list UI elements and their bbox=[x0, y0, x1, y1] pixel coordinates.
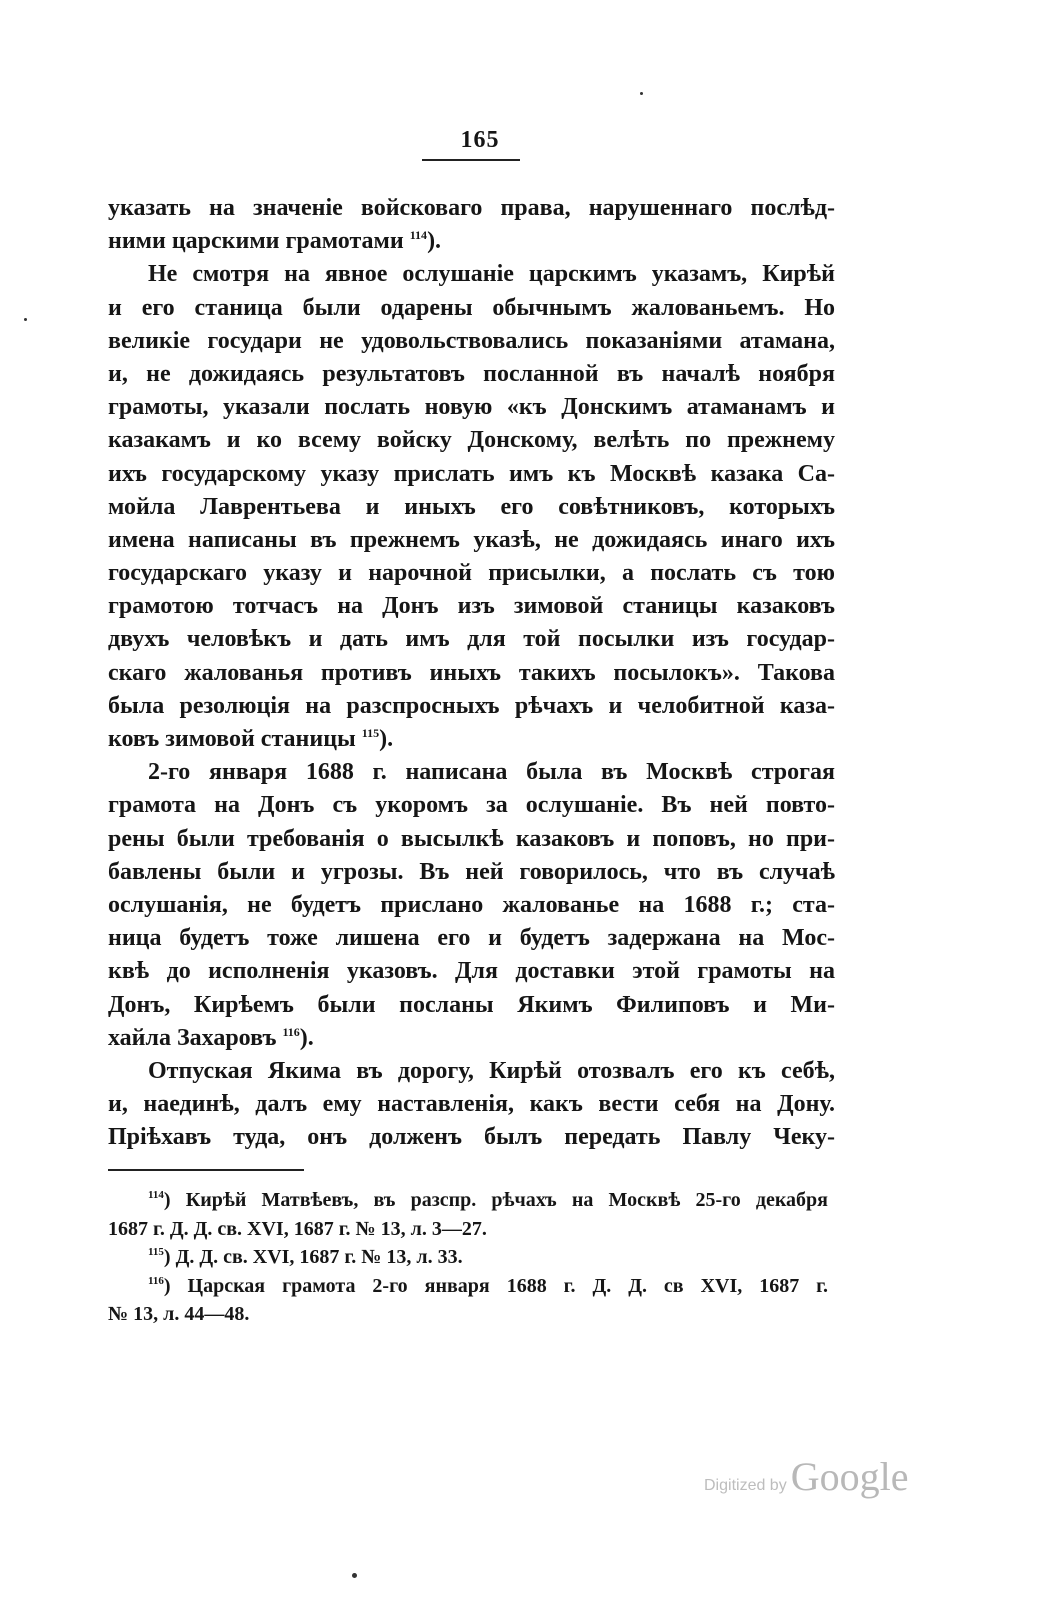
footnote-line: № 13, л. 44—48. bbox=[108, 1303, 250, 1325]
body-line: была резолюція на разспросныхъ рѣчахъ и челобитной каза- bbox=[108, 692, 835, 719]
body-line: казакамъ и ко всему войску Донскому, велѣть по прежнему bbox=[108, 427, 835, 454]
body-line: и, не дожидаясь результатовъ посланной въ началѣ ноября bbox=[108, 360, 835, 387]
footnote-line: $^{115}$) Д. Д. св. XVI, 1687 г. № 13, л. 33. bbox=[148, 1246, 463, 1268]
body-line: двухъ человѣкъ и дать имъ для той посылки изъ государ- bbox=[108, 626, 835, 653]
body-line: Не смотря на явное ослушаніе царскимъ указамъ, Кирѣй bbox=[148, 261, 835, 288]
footnote-line: 1687 г. Д. Д. св. XVI, 1687 г. № 13, л. 3—27. bbox=[108, 1217, 487, 1240]
watermark-brand: Google bbox=[790, 1454, 909, 1499]
body-line: грамота на Донъ съ укоромъ за ослушаніе. Въ ней повто- bbox=[108, 792, 835, 819]
body-line: ница будетъ тоже лишена его и будетъ задержана на Мос- bbox=[108, 925, 835, 952]
body-line: 2-го января 1688 г. написана была въ Москвѣ строгая bbox=[148, 759, 835, 786]
footnote-ref: 114 bbox=[409, 228, 428, 243]
digitized-watermark bbox=[704, 1453, 908, 1500]
body-text bbox=[108, 192, 835, 1154]
body-line: скаго жалованья противъ иныхъ такихъ посылокъ». Такова bbox=[108, 659, 835, 686]
body-line: великіе государи не удовольствовались показаніями атамана, bbox=[108, 327, 835, 354]
body-line: квѣ до исполненія указовъ. Для доставки этой грамоты на bbox=[108, 958, 835, 985]
body-line: государскаго указу и нарочной присылки, а послать съ тою bbox=[108, 560, 835, 587]
body-line: и, наединѣ, далъ ему наставленія, какъ вести себя на Дону. bbox=[108, 1091, 835, 1118]
page-number-rule bbox=[422, 159, 520, 161]
body-line: Отпуская Якима въ дорогу, Кирѣй отозвалъ его къ себѣ, bbox=[148, 1057, 835, 1084]
footnotes bbox=[108, 1186, 828, 1329]
scan-speck bbox=[352, 1573, 357, 1578]
body-line: рены были требованія о высылкѣ казаковъ и поповъ, но при- bbox=[108, 825, 835, 852]
footnote-line: $^{114}$) Кирѣй Матвѣевъ, въ разспр. рѣчахъ на Москвѣ 25-го декабря bbox=[148, 1189, 828, 1211]
footnote-number: 116 bbox=[148, 1274, 164, 1287]
body-line: грамоты, указали послать новую «къ Донскимъ атаманамъ и bbox=[108, 394, 835, 421]
body-line: ихъ государскому указу прислать имъ къ Москвѣ казака Са- bbox=[108, 460, 835, 487]
scan-speck bbox=[24, 318, 27, 321]
footnote-line: $^{116}$) Царская грамота 2-го января 1688 г. Д. Д. св XVI, 1687 г. bbox=[148, 1274, 828, 1297]
scan-speck bbox=[640, 92, 643, 95]
body-line: указать на значеніе войсковаго права, нарушеннаго послѣд- bbox=[108, 195, 835, 221]
footnote-ref: 115 bbox=[361, 726, 380, 740]
body-line: ковъ зимовой станицы $^{115}$). bbox=[108, 726, 394, 752]
footnote-number: 115 bbox=[148, 1246, 164, 1258]
body-line: и его станица были одарены обычнымъ жалованьемъ. Но bbox=[108, 294, 835, 321]
footnote-ref: 116 bbox=[282, 1024, 300, 1039]
body-line: ними царскими грамотами $^{114}$). bbox=[108, 228, 442, 255]
body-line: грамотою тотчасъ на Донъ изъ зимовой станицы казаковъ bbox=[108, 593, 835, 620]
body-line: Пріѣхавъ туда, онъ долженъ былъ передать Павлу Чеку- bbox=[108, 1124, 835, 1151]
body-line: ослушанія, не будетъ прислано жалованье на 1688 г.; ста- bbox=[108, 891, 835, 918]
watermark-prefix: Digitized by bbox=[704, 1477, 787, 1494]
footnote-number: 114 bbox=[148, 1189, 164, 1201]
page-number: 165 bbox=[460, 127, 500, 153]
footnote-separator bbox=[108, 1169, 304, 1171]
body-line: имена написаны въ прежнемъ указѣ, не дожидаясь инаго ихъ bbox=[108, 526, 835, 553]
body-line: Донъ, Кирѣемъ были посланы Якимъ Филиповъ и Ми- bbox=[108, 991, 835, 1018]
body-line: бавлены были и угрозы. Въ ней говорилось, что въ случаѣ bbox=[108, 858, 835, 885]
body-line: мойла Лаврентьева и иныхъ его совѣтниковъ, которыхъ bbox=[108, 493, 835, 520]
body-line: хайла Захаровъ $^{116}$). bbox=[108, 1024, 314, 1051]
